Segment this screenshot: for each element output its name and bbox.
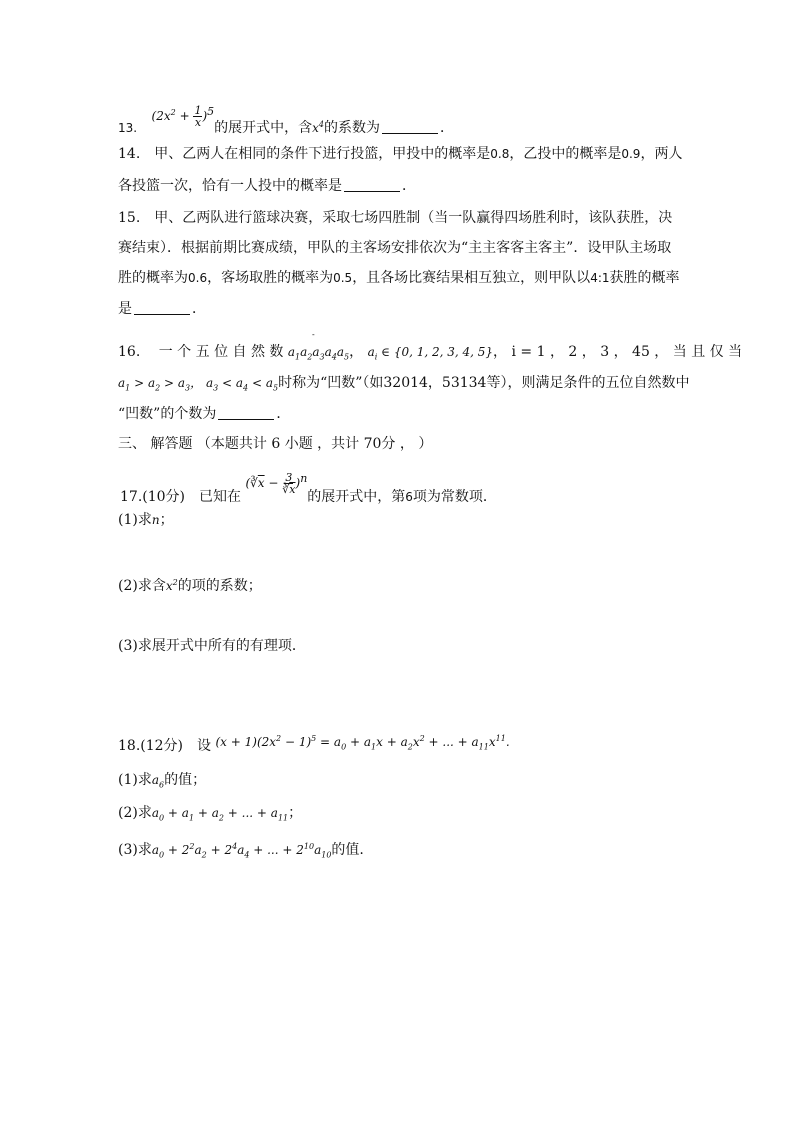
question-number: 13. (118, 121, 138, 135)
question-text: (2)求含 (118, 578, 166, 594)
question-text: (1)求 (118, 772, 152, 788)
question-15-line-4 (118, 299, 206, 319)
question-text: “凹数”的个数为 (118, 406, 217, 422)
question-text: 胜的概率为 (118, 270, 188, 286)
question-text: 的值； (164, 772, 207, 788)
question-text: (3)求展开式中所有的有理项． (118, 638, 306, 654)
question-text: 14. 甲、乙两人在相同的条件下进行投篮，甲投中的概率是 (118, 146, 491, 162)
question-17 (120, 471, 497, 509)
probability-value: 0.9 (621, 147, 641, 161)
question-15-line-3 (118, 268, 680, 288)
question-text: (2)求 (118, 805, 152, 821)
question-text: 的值. (331, 842, 364, 858)
question-text: ． (192, 301, 206, 317)
math-n: n (151, 513, 160, 527)
question-text: 15. 甲、乙两队进行篮球决赛，采取七场四胜制（当一队赢得四场胜利时，该队获胜，决 (118, 210, 673, 226)
question-text: ，两人 (640, 146, 683, 162)
question-18-part-3 (118, 837, 364, 865)
question-text: 各投篮一次，恰有一人投中的概率是 (118, 178, 342, 194)
section-title: 三、 解答题 （本题共计 6 小题 ，共计 70分 ， ） (118, 436, 433, 452)
question-15-line-2 (118, 238, 671, 258)
question-text: ； (159, 512, 174, 528)
math-a6: $a_6$ (151, 773, 165, 790)
question-17-part-2 (118, 573, 262, 596)
stray-mark: - (312, 330, 315, 339)
question-14-line-1 (118, 144, 682, 164)
ratio-value: 4:1 (590, 271, 610, 285)
question-13 (118, 104, 454, 140)
question-text: 17.(10分) 已知在 (120, 489, 242, 505)
question-text: 的展开式中，第 (307, 489, 406, 505)
question-16-line-3 (118, 404, 290, 424)
question-text: ，且各场比赛结果相互独立，则甲队以 (352, 270, 591, 286)
answer-blank[interactable] (382, 119, 438, 134)
question-text: 的展开式中，含 (214, 120, 313, 136)
question-16-line-2 (118, 373, 689, 398)
math-a1-a5: $a_1a_2a_3a_4a_5$ (287, 345, 350, 362)
question-text: 的系数为 (324, 120, 380, 136)
question-text: (1)求 (118, 512, 152, 528)
question-text: 的项的系数； (177, 578, 262, 594)
question-text: 赛结束）．根据前期比赛成绩，甲队的主客场安排依次为“主主客客主客主”．设甲队主场取 (118, 240, 672, 256)
probability-value: 0.8 (490, 147, 510, 161)
math-x2: $x^2$ (165, 578, 178, 593)
question-18-part-2: (2)求$a_0 + a_1 + a_2$ + ... + $a_{11}$； (118, 805, 303, 823)
question-text: 18.(12分) 设 (118, 738, 212, 754)
math-binomial-13: ($2x^2$ + $\frac{1}{x}$ )$^5$ (151, 104, 215, 129)
section-heading (118, 434, 432, 454)
question-text: ． (440, 120, 454, 136)
math-x4: $x^4$ (312, 120, 324, 135)
probability-value: 0.6 (188, 271, 208, 285)
question-text: ． (276, 406, 291, 422)
probability-value: 0.5 (333, 271, 353, 285)
math-set: $a_i$ ∈ {0, 1, 2, 3, 4, 5} (367, 345, 494, 362)
math-weighted-sum: $a_0 + 2^2a_2 + 2^4a_4$ + ... + $2^{10}a_{10}$ (151, 842, 332, 860)
question-text: 是 (118, 301, 132, 317)
question-text: 时称为“凹数”（如32014，53134等），则满足条件的五位自然数中 (278, 375, 690, 391)
question-17-part-1 (118, 510, 174, 530)
question-15-line-1 (118, 208, 672, 228)
question-17-part-3 (118, 636, 306, 656)
question-text: ，客场取胜的概率为 (207, 270, 334, 286)
answer-blank[interactable] (218, 405, 274, 420)
question-text: 获胜的概率 (609, 270, 680, 286)
question-text: 16. 一 个 五 位 自 然 数 (118, 344, 284, 360)
question-18-part-1 (118, 770, 206, 795)
math-binomial-17: ($∛\overline{x}$ − $\frac{3}{∛\overline{x}}$ )$^n$ (245, 471, 308, 496)
math-expansion-18: $(x + 1)(2x^2 - 1)^5 = a_0 + a_1x + a_2x^2$ + ... + $a_{11}x^{11}$. (215, 734, 510, 752)
set-value: {0, 1, 2, 3, 4, 5} (393, 345, 494, 359)
answer-blank[interactable] (344, 177, 400, 192)
math-inequality: $a_1 > a_2 > a_3$， $a_3 < a_4 < a_5$ (118, 376, 279, 393)
question-14-line-2 (118, 176, 416, 196)
question-text: (3)求 (118, 842, 152, 858)
answer-blank[interactable] (134, 300, 190, 315)
question-16-line-1: 16. 一 个 五 位 自 然 数 $a_1a_2a_3a_4a_5$， $a_i$ ∈ {0, 1, 2, 3, 4, 5}， i = 1 ， 2 ， 3 ， 45 ， 当 且 仅 当 (118, 344, 743, 362)
question-text: ，乙投中的概率是 (509, 146, 622, 162)
question-18 (118, 733, 510, 761)
question-text: 项为常数项． (412, 489, 497, 505)
question-text: ． (402, 178, 416, 194)
math-sum: $a_0 + a_1 + a_2$ + ... + $a_{11}$ (151, 806, 289, 823)
question-text: i = 1 ， 2 ， 3 ， 45 ， 当 且 仅 当 (511, 344, 743, 360)
term-index: 6 (405, 490, 413, 504)
